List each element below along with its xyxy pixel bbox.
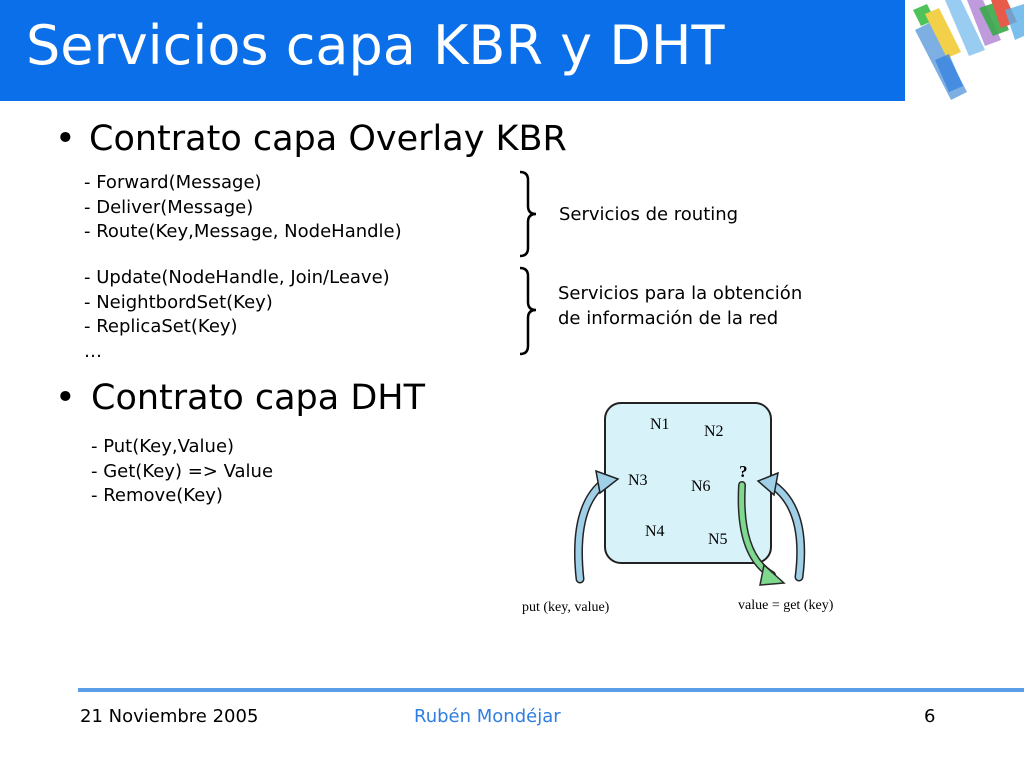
list-item: - Deliver(Message)	[84, 196, 254, 218]
info-label	[558, 282, 802, 331]
list-item: - Forward(Message)	[84, 172, 262, 193]
bullet-kbr-heading	[55, 119, 567, 159]
node-label: N2	[704, 423, 724, 440]
node-label: N6	[691, 478, 711, 495]
info-brace	[520, 268, 536, 354]
logo-image	[905, 0, 1024, 101]
kbr-info-list	[84, 266, 390, 364]
heading-text: Contrato capa Overlay KBR	[89, 119, 567, 159]
list-item: - Update(NodeHandle, Join/Leave)	[84, 267, 390, 288]
node-label: N3	[628, 472, 648, 489]
title-bar	[0, 0, 905, 101]
kbr-routing-list	[84, 171, 402, 245]
node-label: N4	[645, 523, 665, 540]
bullet-dht-heading	[55, 378, 425, 418]
routing-label: Servicios de routing	[559, 204, 739, 225]
question-mark: ?	[739, 462, 748, 481]
page-number: 6	[924, 706, 936, 727]
list-item: - Route(Key,Message, NodeHandle)	[84, 221, 402, 242]
list-item: - Put(Key,Value)	[91, 436, 235, 457]
bullet-dot: •	[55, 378, 76, 418]
dht-list	[91, 435, 273, 509]
curly-braces	[510, 168, 550, 363]
slide-title: Servicios capa KBR y DHT	[26, 14, 725, 77]
node-label: N5	[708, 531, 728, 548]
get-label: value = get (key)	[738, 598, 834, 613]
list-item: - Get(Key) => Value	[91, 460, 274, 482]
routing-brace	[520, 172, 536, 256]
lookup-arrowhead	[760, 565, 784, 585]
info-label-line: Servicios para la obtención	[558, 283, 803, 304]
footer-date: 21 Noviembre 2005	[80, 706, 259, 727]
footer-divider	[78, 688, 1024, 692]
dht-diagram	[510, 395, 860, 625]
node-label: N1	[650, 416, 670, 433]
info-label-line: de información de la red	[558, 307, 779, 329]
footer-author: Rubén Mondéjar	[414, 706, 561, 727]
bullet-dot: •	[55, 119, 76, 159]
heading-text: Contrato capa DHT	[91, 378, 425, 418]
list-item: - Remove(Key)	[91, 485, 223, 506]
list-item: …	[84, 340, 102, 362]
put-label: put (key, value)	[522, 600, 610, 615]
list-item: - ReplicaSet(Key)	[84, 316, 238, 337]
list-item: - NeightbordSet(Key)	[84, 291, 273, 313]
